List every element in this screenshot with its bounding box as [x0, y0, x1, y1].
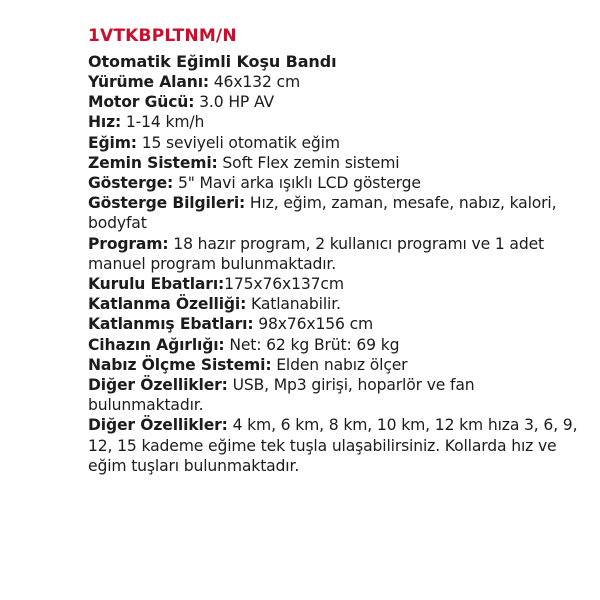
spec-pulse-system [88, 355, 588, 375]
spec-walking-area [88, 72, 588, 92]
spec-label: Motor Gücü: [88, 93, 195, 112]
spec-label: Nabız Ölçme Sistemi: [88, 355, 272, 374]
spec-value: 18 hazır program, 2 kullanıcı programı ve 1 adet manuel program bulunmaktadır. [88, 234, 544, 273]
spec-value: 46x132 cm [208, 73, 300, 91]
product-code: 1VTKBPLTNM/N [88, 26, 237, 46]
spec-label: Diğer Özellikler: [88, 376, 228, 395]
spec-label: Gösterge Bilgileri: [88, 194, 246, 213]
spec-label: Gösterge: [88, 174, 174, 193]
spec-value: 15 seviyeli otomatik eğim [136, 133, 340, 152]
spec-value: Hız, eğim, zaman, mesafe, nabız, kalori, bodyfat [88, 194, 557, 233]
spec-value: 175x76x137cm [224, 275, 344, 294]
spec-other-features-2 [88, 415, 588, 476]
spec-display-info [88, 193, 588, 233]
spec-speed [88, 112, 588, 132]
spec-label: Program: [88, 234, 169, 253]
spec-incline [88, 133, 588, 153]
spec-value: Soft Flex zemin sistemi [217, 153, 400, 172]
spec-value: Elden nabız ölçer [271, 355, 408, 374]
spec-other-features-1 [88, 375, 588, 415]
spec-installed-dimensions [88, 274, 588, 294]
spec-label: Kurulu Ebatları: [88, 275, 225, 294]
spec-value: 5" Mavi arka ışıklı LCD gösterge [173, 174, 421, 193]
spec-label: Diğer Özellikler: [88, 416, 228, 435]
spec-value: Net: 62 kg Brüt: 69 kg [224, 335, 400, 354]
spec-label: Katlanma Özelliği: [88, 295, 247, 314]
spec-value: 1-14 km/h [121, 113, 205, 132]
spec-weight [88, 335, 588, 355]
spec-folded-dimensions [88, 314, 588, 334]
spec-motor-power [88, 92, 588, 112]
spec-label: Zemin Sistemi: [88, 153, 218, 172]
spec-label: Cihazın Ağırlığı: [88, 335, 225, 354]
spec-folding [88, 294, 588, 314]
spec-display [88, 173, 588, 193]
spec-label: Hız: [88, 113, 122, 132]
spec-program [88, 234, 588, 274]
spec-sheet [88, 24, 588, 476]
product-title: Otomatik Eğimli Koşu Bandı [88, 52, 337, 71]
spec-label: Yürüme Alanı: [88, 73, 209, 91]
spec-label: Eğim: [88, 133, 137, 152]
spec-floor-system [88, 153, 588, 173]
spec-value: 98x76x156 cm [253, 315, 374, 334]
spec-value: Katlanabilir. [246, 295, 341, 314]
spec-value: 4 km, 6 km, 8 km, 10 km, 12 km hıza 3, 6, 9, 12, 15 kademe eğime tek tuşla ulaşabilirsiniz. Kollarda hız ve eğim tuşları bulunmaktadır. [88, 416, 578, 475]
spec-value: USB, Mp3 girişi, hoparlör ve fan bulunmaktadır. [88, 376, 475, 415]
spec-value: 3.0 HP AV [194, 93, 274, 112]
spec-label: Katlanmış Ebatları: [88, 315, 254, 334]
